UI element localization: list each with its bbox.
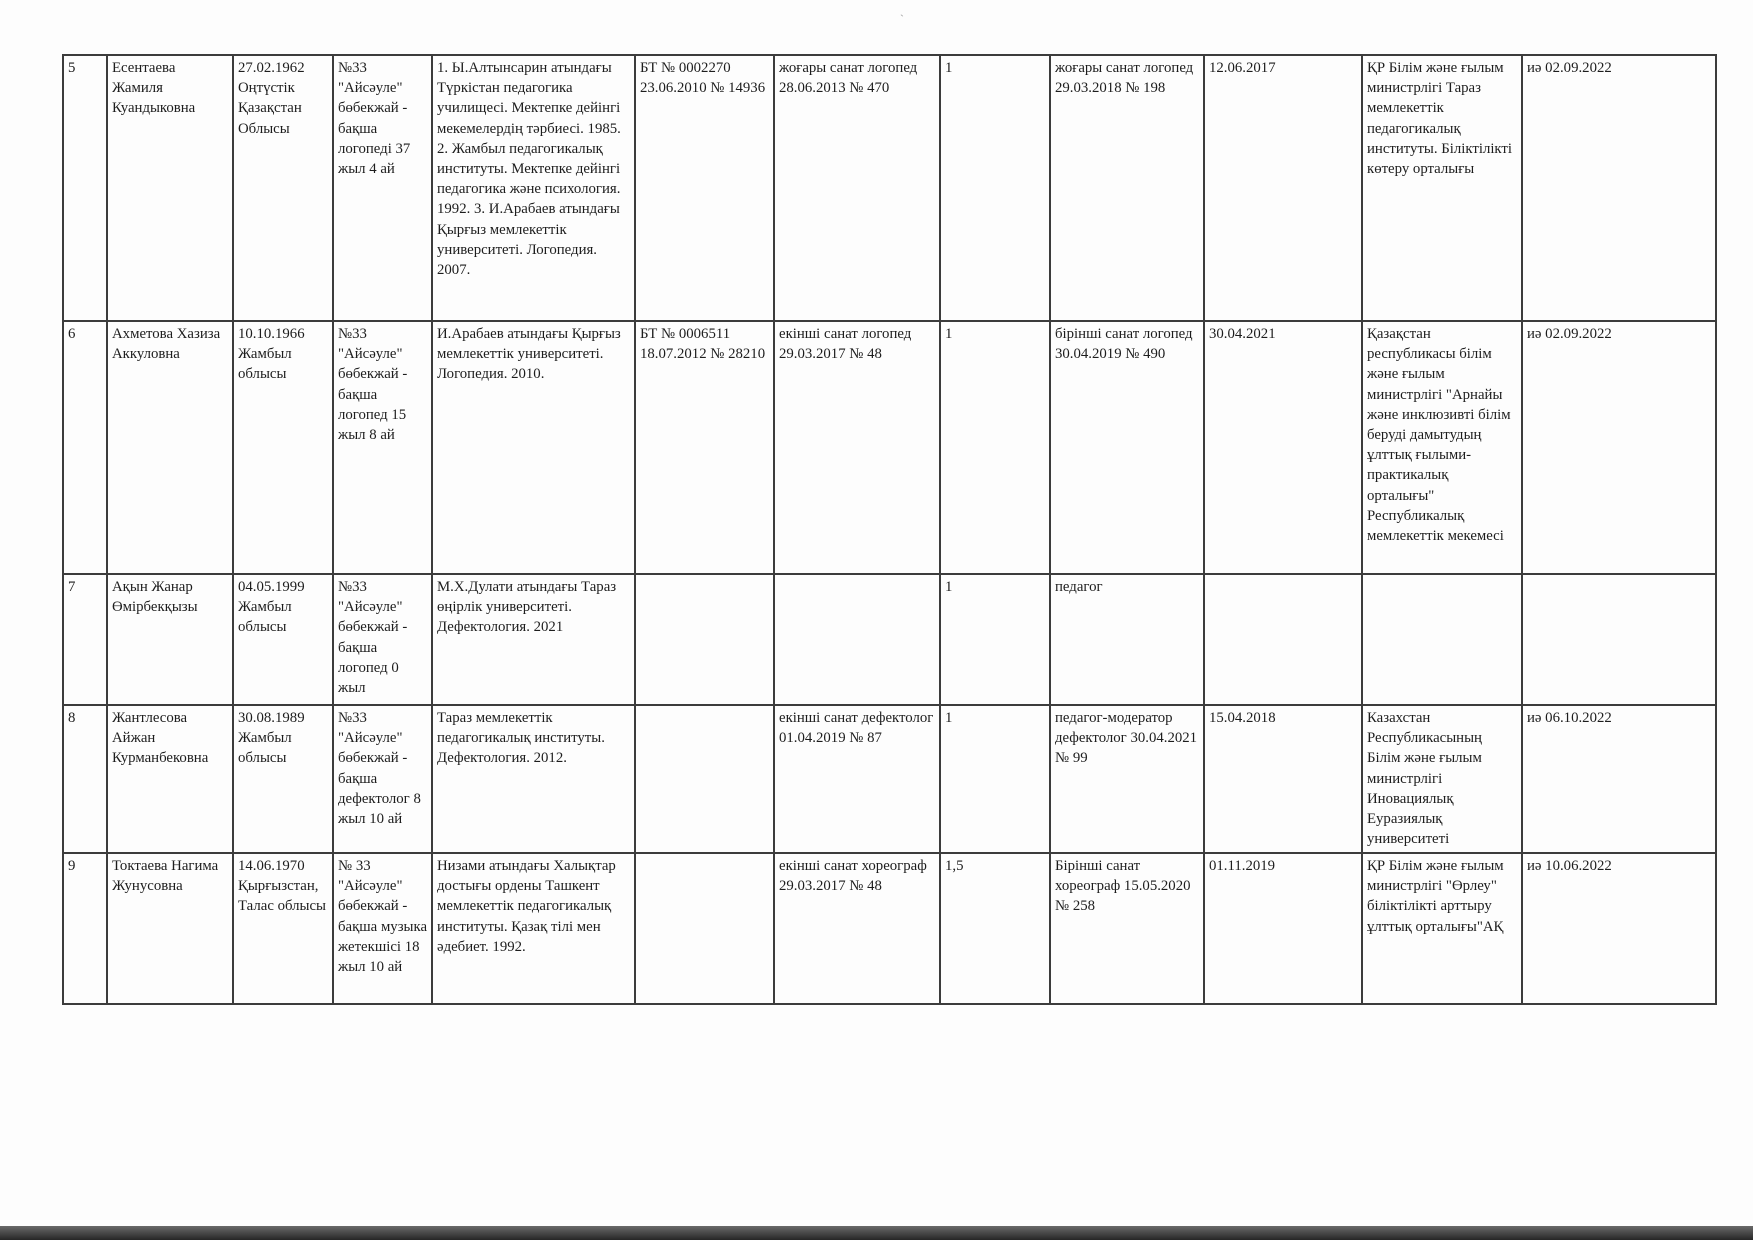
cell-birth: 10.10.1966 Жамбыл облысы <box>233 321 333 574</box>
cell-no: 8 <box>63 705 107 853</box>
cell-education: И.Арабаев атындағы Қырғыз мемлекеттік университеті. Логопедия. 2010. <box>432 321 635 574</box>
table-row <box>63 705 1716 853</box>
scan-mark: ˋ <box>900 12 904 26</box>
cell-rate: 1 <box>940 574 1050 705</box>
cell-course-date: 15.04.2018 <box>1204 705 1362 853</box>
cell-education: Тараз мемлекеттік педагогикалық институты. Дефектология. 2012. <box>432 705 635 853</box>
cell-course-date: 01.11.2019 <box>1204 853 1362 1004</box>
cell-rate: 1 <box>940 705 1050 853</box>
cell-name: Ақын Жанар Өмірбекқызы <box>107 574 233 705</box>
cell-rate: 1 <box>940 55 1050 321</box>
cell-course-date <box>1204 574 1362 705</box>
cell-workplace: № 33 "Айсәуле" бөбекжай - бақша музыка жетекшісі 18 жыл 10 ай <box>333 853 432 1004</box>
cell-course-date: 12.06.2017 <box>1204 55 1362 321</box>
cell-rate: 1 <box>940 321 1050 574</box>
cell-birth: 14.06.1970 Қырғызстан, Талас облысы <box>233 853 333 1004</box>
cell-category-current: педагог <box>1050 574 1204 705</box>
scanner-edge <box>0 1226 1753 1240</box>
cell-certificate: иә 06.10.2022 <box>1522 705 1716 853</box>
cell-course-org: Казахстан Республикасының Білім және ғылым министрлігі Иновациялық Еуразиялық университеті <box>1362 705 1522 853</box>
cell-course-org: ҚР Білім және ғылым министрлігі Тараз мемлекеттік педагогикалық институты. Біліктілікті көтеру орталығы <box>1362 55 1522 321</box>
cell-category-prev <box>774 574 940 705</box>
table-row <box>63 321 1716 574</box>
cell-no: 7 <box>63 574 107 705</box>
cell-diploma: БТ № 0002270 23.06.2010 № 14936 <box>635 55 774 321</box>
cell-certificate: иә 10.06.2022 <box>1522 853 1716 1004</box>
cell-certificate: иә 02.09.2022 <box>1522 55 1716 321</box>
cell-workplace: №33 "Айсәуле" бөбекжай - бақша логопед 0 жыл <box>333 574 432 705</box>
cell-no: 6 <box>63 321 107 574</box>
cell-rate: 1,5 <box>940 853 1050 1004</box>
cell-certificate <box>1522 574 1716 705</box>
cell-workplace: №33 "Айсәуле" бөбекжай - бақша дефектолог 8 жыл 10 ай <box>333 705 432 853</box>
staff-table <box>62 54 1717 1005</box>
cell-category-current: педагог-модератор дефектолог 30.04.2021 № 99 <box>1050 705 1204 853</box>
cell-category-prev: екінші санат хореограф 29.03.2017 № 48 <box>774 853 940 1004</box>
cell-no: 5 <box>63 55 107 321</box>
cell-name: Есентаева Жамиля Куандыковна <box>107 55 233 321</box>
table-row <box>63 574 1716 705</box>
cell-diploma <box>635 853 774 1004</box>
cell-workplace: №33 "Айсәуле" бөбекжай - бақша логопеді 37 жыл 4 ай <box>333 55 432 321</box>
cell-education: 1. Ы.Алтынсарин атындағы Түркістан педагогика училищесі. Мектепке дейінгі мекемелердің тәрбиесі. 1985. 2. Жамбыл педагогикалық институты. Мектепке дейінгі педагогика және психология. 1992. 3. И.Арабаев атындағы Қырғыз мемлекеттік университеті. Логопедия. 2007. <box>432 55 635 321</box>
cell-category-current: Бірінші санат хореограф 15.05.2020 № 258 <box>1050 853 1204 1004</box>
table-row <box>63 55 1716 321</box>
cell-birth: 30.08.1989 Жамбыл облысы <box>233 705 333 853</box>
cell-course-date: 30.04.2021 <box>1204 321 1362 574</box>
cell-category-prev: жоғары санат логопед 28.06.2013 № 470 <box>774 55 940 321</box>
cell-certificate: иә 02.09.2022 <box>1522 321 1716 574</box>
cell-course-org <box>1362 574 1522 705</box>
cell-no: 9 <box>63 853 107 1004</box>
cell-education: Низами атындағы Халықтар достығы ордены Ташкент мемлекеттік педагогикалық институты. Қазақ тілі мен әдебиет. 1992. <box>432 853 635 1004</box>
cell-diploma <box>635 574 774 705</box>
cell-diploma <box>635 705 774 853</box>
cell-category-current: бірінші санат логопед 30.04.2019 № 490 <box>1050 321 1204 574</box>
cell-category-prev: екінші санат логопед 29.03.2017 № 48 <box>774 321 940 574</box>
cell-workplace: №33 "Айсәуле" бөбекжай - бақша логопед 15 жыл 8 ай <box>333 321 432 574</box>
cell-name: Ахметова Хазиза Аккуловна <box>107 321 233 574</box>
cell-birth: 27.02.1962 Оңтүстік Қазақстан Облысы <box>233 55 333 321</box>
cell-course-org: Қазақстан республикасы білім және ғылым министрлігі "Арнайы және инклюзивті білім беруді дамытудың ұлттық ғылыми-практикалық орталығы" Республикалық мемлекеттік мекемесі <box>1362 321 1522 574</box>
cell-course-org: ҚР Білім және ғылым министрлігі "Өрлеу" біліктілікті арттыру ұлттық орталығы"АҚ <box>1362 853 1522 1004</box>
cell-name: Жантлесова Айжан Курманбековна <box>107 705 233 853</box>
cell-education: М.Х.Дулати атындағы Тараз өңірлік университеті. Дефектология. 2021 <box>432 574 635 705</box>
table-row <box>63 853 1716 1004</box>
cell-name: Токтаева Нагима Жунусовна <box>107 853 233 1004</box>
cell-diploma: БТ № 0006511 18.07.2012 № 28210 <box>635 321 774 574</box>
cell-category-current: жоғары санат логопед 29.03.2018 № 198 <box>1050 55 1204 321</box>
cell-category-prev: екінші санат дефектолог 01.04.2019 № 87 <box>774 705 940 853</box>
cell-birth: 04.05.1999 Жамбыл облысы <box>233 574 333 705</box>
